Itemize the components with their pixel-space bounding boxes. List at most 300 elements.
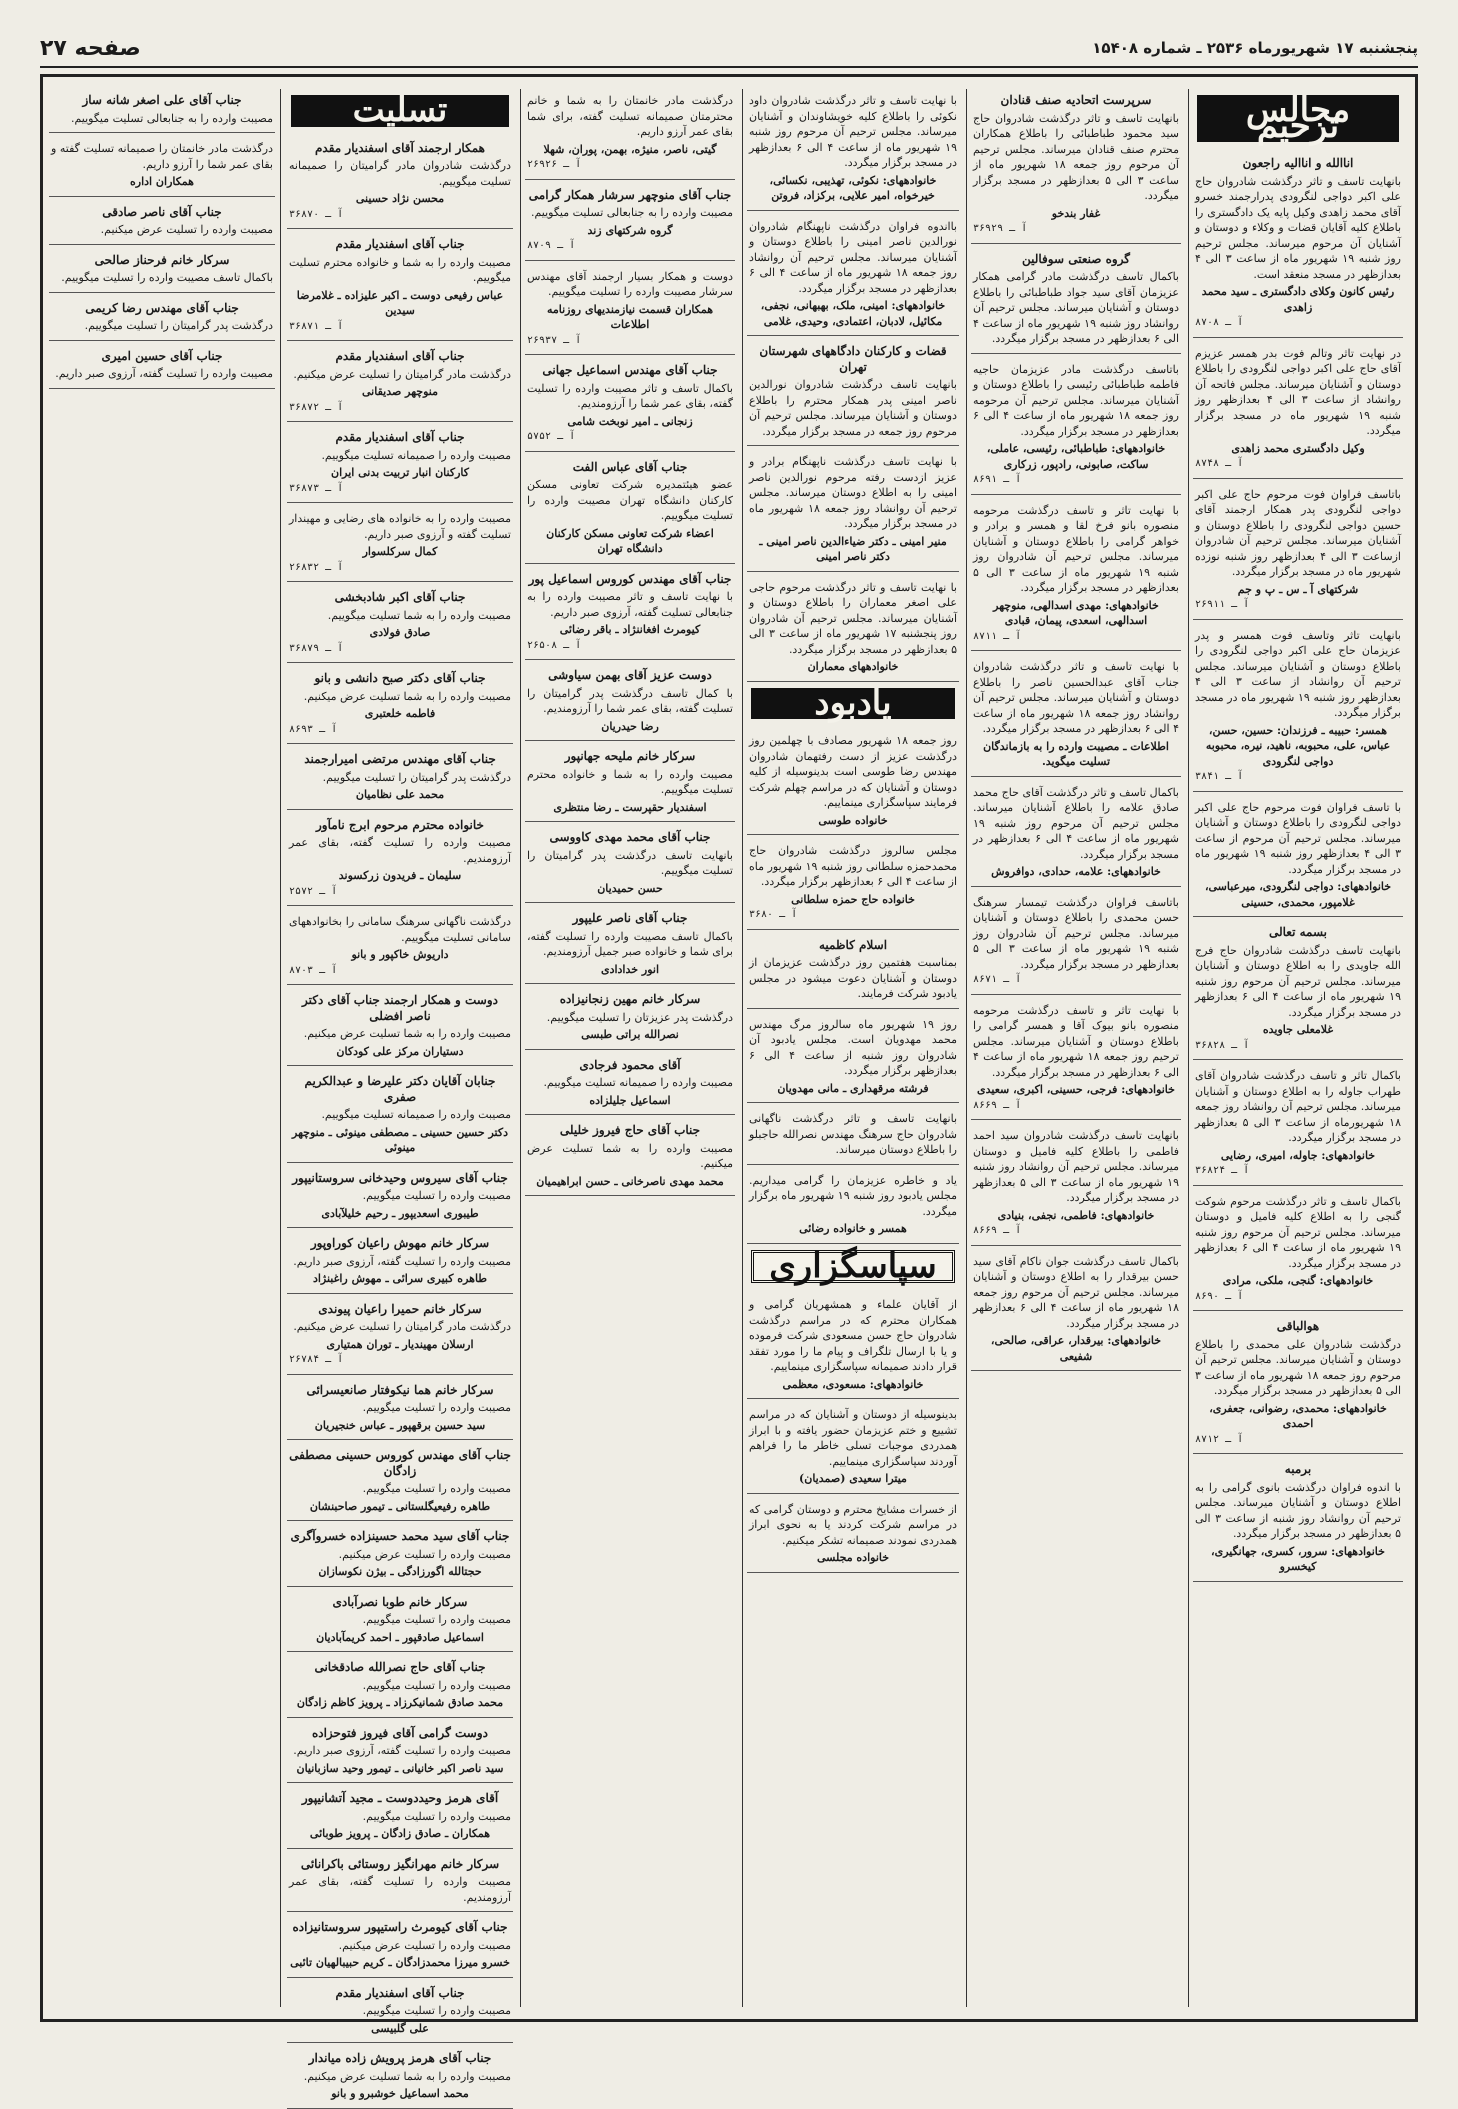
notice-signature: اسماعیل جلیلزاده: [589, 1093, 671, 1107]
notice-body: با نهایت تاسف و تاثر درگذشت مرحوم حاجی علی اصغر معماران را باطلاع دوستان و آشنایان میرساند. مجلس ترحیم آن شادروان روز پنجشنبه ۱۷ شهریور ماه از ساعت ۳ الی ۵ بعدازظهر در مسجد برگزار میگردد.: [749, 580, 957, 656]
notice: [1193, 1190, 1403, 1312]
notice: [1193, 1458, 1403, 1582]
notice-signature: دستیاران مرکز علی کودکان: [336, 1044, 464, 1058]
notice-title: جناب آقای عباس الفت: [572, 459, 688, 474]
notice-title: جناب آقای اسفندیار مقدم: [335, 1985, 465, 2000]
notice-signature: ارسلان مهیندیار ـ توران همتیاری: [326, 1337, 474, 1351]
notice-body: باکمال تاثر و تاسف درگذشت شادروان آقای طهراب جاوله را به اطلاع دوستان و آشنایان میرساند. مجلس ترحیم آن روانشاد روز جمعه ۱۸ شهریورماه از ساعت ۳ الی ۵ بعدازظهر در مسجد برگزار میگردد.: [1195, 1069, 1401, 1144]
notice-body: روز جمعه ۱۸ شهریور مصادف با چهلمین روز درگذشت عزیز از دست رفتهمان شادروان مهندس رضا طوسی است بدینوسیله از کلیه دوستان و آشنایان که در مراسم چهلم شرکت فرمایند سپاسگزاری مینماییم.: [749, 734, 957, 809]
notice-body: مصیبت وارده را به شما تسلیت عرض میکنیم.: [527, 1141, 733, 1170]
notice: [525, 1054, 735, 1116]
notice: [747, 576, 959, 682]
notice-body: درگذشت مادر گرامیتان را تسلیت عرض میکنیم.: [293, 1320, 511, 1333]
notice-signature: خانواده حاج حمزه سلطانی: [791, 892, 915, 906]
notice-signature: گروه شرکتهای زند: [587, 223, 673, 237]
notice: [525, 89, 735, 180]
notice-code: آ ـ ۸۶۷۱: [973, 974, 1022, 985]
notice: [525, 988, 735, 1050]
notice-body: مصیبت وارده را تسلیت میگوییم.: [362, 1613, 511, 1626]
notice-body: با نهایت تاثر و تاسف درگذشت مرحومه منصوره بانو بیوک آقا و همسر گرامی را باطلاع دوستان و آشنایان میرساند. مجلس ترحیم روز جمعه ۱۸ شهریور ماه از ساعت ۴ الی ۶ بعدازظهر در مسجد برگزار میگردد.: [973, 1003, 1179, 1079]
notice-signature: فاطمه خلعتبری: [364, 707, 436, 720]
remembrance-notices: [747, 729, 959, 1244]
notice-signature: وکیل دادگستری محمد زاهدی: [1231, 441, 1365, 455]
notice: [525, 456, 735, 564]
notice-body: از آقایان علماء و همشهریان گرامی و همکاران محترم که در مراسم درگذشت شادروان حاج حسن مسعودی شرکت فرموده و یا با ارسال تلگراف و پیام ما را مورد تفقد قرار دادند صمیمانه سپاسگزاری مینماییم.: [749, 1298, 957, 1373]
notice-signature: غفار بندخو: [1051, 206, 1101, 220]
notice-signature: خانوادههای: فاطمی، نجفی، بنیادی: [997, 1208, 1155, 1222]
notice-code: آ ـ ۸۷۴۸: [1195, 458, 1244, 469]
page-header: [40, 30, 1418, 68]
column-2: [971, 89, 1181, 2007]
notice: [287, 1916, 513, 1978]
notice: [1193, 624, 1403, 792]
notice-body: مصیبت وارده را به شما تسلیت عرض میکنیم.: [303, 1027, 511, 1040]
notice-signature: انور خدادادی: [600, 962, 660, 976]
notice-signature: کمال سرکلسوار: [362, 545, 438, 558]
notice-signature: محسن نژاد حسینی: [355, 192, 445, 205]
notice-signature: همسر و خانواده رضائی: [799, 1222, 907, 1235]
notice-signature: شرکتهای آ ـ س ـ پ و جم: [1237, 582, 1359, 596]
notice-title: جناب آقای محمد مهدی کاووسی: [549, 830, 711, 844]
notice: [747, 1498, 959, 1573]
notice: [971, 655, 1181, 777]
notice: [287, 1787, 513, 1849]
notice-body: با اندوه فراوان درگذشت بانوی گرامی را به اطلاع دوستان و آشنایان میرساند. مجلس ترحیم آن روانشاد روز شنبه از ساعت ۳ الی ۵ بعدازظهر در مسجد برگزار میگردد.: [1195, 1480, 1401, 1540]
notice-body: با کمال تاسف درگذشت پدر گرامیتان را تسلیت گفته، بقای عمر شما را آرزومندیم.: [527, 686, 733, 715]
notice-body: درگذشت شادروان علی محمدی را باطلاع دوستان و آشنایان میرساند. مجلس ترحیم آن مرحوم روز جمعه ۱۸ شهریور ماه از ساعت ۳ الی ۵ بعدازظهر در مسجد برگزار میگردد.: [1195, 1337, 1401, 1397]
notice: [525, 664, 735, 741]
notice-code: آ ـ ۳۶۸۲۸: [1195, 1039, 1250, 1051]
thanks-notices: [747, 1293, 959, 1573]
notice-body: مصیبت وارده را به شما تسلیت عرض میکنیم.: [303, 2069, 511, 2083]
notice-signature: خانوادههای: امینی، ملک، بهبهانی، نجفی، مکائیل، لادبان، اعتمادی، وحیدی، غلامی: [760, 299, 946, 328]
notice-title: سرکار خانم مهوش راعیان کوراوپور: [310, 1236, 490, 1250]
notice: [49, 137, 275, 197]
notice-signature: منیر امینی ـ دکتر ضیاءالدین ناصر امینی ـ دکتر ناصر امینی: [759, 534, 947, 563]
notice: [287, 233, 513, 341]
notice-body: باکمال تاسف درگذشت مادر گرامی همکار عزیزمان آقای سید جواد طباطبائی را باطلاع دوستان و آشنایان میرساند. مجلس ترحیم آن روانشاد روز شنبه ۱۹ شهریور ماه از ساعت ۴ الی ۶ بعدازظهر در مسجد برگزار میگردد.: [973, 270, 1179, 345]
notice-body: بانهایت تاسف درگذشت شادروان حاج فرج الله جاویدی را به اطلاع دوستان و آشنایان میرساند. مجلس ترحیم آن مرحوم روز شنبه ۱۹ شهریور ماه از ساعت ۴ الی ۶ بعدازظهر در مسجد برگزار میگردد.: [1195, 943, 1401, 1019]
notice-body: بانهایت تاسف و تاثر درگذشت شادروان حاج سید محمود طباطبائی را باطلاع همکاران محترم صنف قنادان میرساند. مجلس ترحیم آن مرحوم روز جمعه ۱۸ شهریور ماه از ساعت ۳ الی ۵ بعدازظهر در مسجد برگزار میگردد.: [973, 111, 1179, 202]
notice-signature: خانوادههای: گنجی، ملکی، مرادی: [1222, 1274, 1374, 1287]
notice-signature: صادق فولادی: [369, 626, 431, 639]
notice: [971, 1124, 1181, 1246]
notice-signature: همسر: حبیبه ـ فرزندان: حسین، حسن، عباس، علی، محبوبه، ناهید، نیره، محبوبه دواجی لنگرودی: [1205, 723, 1391, 768]
notice: [971, 891, 1181, 995]
notice-signature: محمد علی نظامیان: [355, 788, 445, 801]
notice-signature: غلامعلی جاویده: [1262, 1023, 1334, 1036]
notice-title: جناب آقای مهندس کوروس حسینی مصطفی زادگان: [289, 1448, 511, 1478]
notice: [971, 358, 1181, 495]
notice: [1193, 152, 1403, 338]
notice: [525, 1119, 735, 1196]
column-3: [747, 89, 959, 2007]
notice-signature: اسفندیار حقپرست ـ رضا منتظری: [553, 800, 707, 814]
notice-body: باکمال تاسف درگذشت جوان ناکام آقای سید حسن بیرقدار را به اطلاع دوستان و آشنایان میرساند. مجلس ترحیم آن مرحوم روز جمعه ۱۸ شهریور ماه از ساعت ۴ الی ۶ بعدازظهر در مسجد برگزار میگردد.: [973, 1254, 1179, 1330]
notice-title: جناب آقای سید محمد حسینزاده خسروآگری: [290, 1529, 510, 1543]
notice: [747, 729, 959, 835]
notice-body: در نهایت تاثر وتالم فوت بدر همسر عزیزم آقای حاج علی اکبر دواجی لنگرودی را باطلاع دوستان و آشنایان میرساند. مجلس فاتحه آن روانشاد از ساعت ۳ الی ۴ بعدازظهر روز شنبه ۱۹ شهریور ماه در مسجد برگزار میگردد.: [1195, 346, 1402, 437]
notice-code: آ ـ ۸۶۶۹: [973, 1099, 1022, 1111]
notice-title: جناب آقای سیروس وحیدخانی سروستانیپور: [292, 1170, 508, 1185]
notice-body: بدینوسیله از دوستان و آشنایان که در مراسم تشییع و ختم عزیزمان حضور یافته و با ابراز همدردی موجبات تسلی خاطر ما را فراهم آوردند سپاسگزاری مینماییم.: [749, 1408, 957, 1468]
notice: [747, 340, 959, 446]
notice-signature: طاهره کبیری سرائی ـ مهوش راغبنژاد: [312, 1272, 488, 1285]
notice-signature: خانوادههای: دواجی لنگرودی، میرعباسی، غلامپور، محمدی، حسینی: [1204, 880, 1392, 909]
notice-body: دوست و همکار بسیار ارجمند آقای مهندس سرشار مصیبت وارده را تسلیت میگوییم.: [527, 269, 733, 298]
notice-code: آ ـ ۸۶۹۳: [289, 723, 338, 735]
notice-signature: فرشته مرقهداری ـ مانی مهدویان: [777, 1081, 929, 1095]
notice: [747, 839, 959, 930]
notice-signature: حسن حمیدیان: [597, 881, 663, 895]
notice-body: مصیبت وارده را تسلیت میگوییم.: [362, 2004, 511, 2017]
column-5: [287, 89, 513, 2100]
notice-code: آ ـ ۳۶۸۷۳: [289, 482, 344, 494]
notice-title: گروه صنعتی سوفالین: [1021, 251, 1131, 266]
notice-body: بانهایت تاسف و تاثر درگذشت شادروان حاج علی اکبر دواجی لنگرودی پدرارجمند خسرو آقای محمد زاهدی وکیل پایه یک دادگستری را باطلاع کلیه آقایان قضات و وکلاء و دوستان و آشنایان آن مرحوم میرساند. مجلس ترحیم روز شنبه ۱۹ شهریور ماه از ساعت ۳ الی ۴ بعدازظهر در مسجد منعقد است.: [1195, 174, 1401, 281]
notice-code: آ ـ ۸۷۰۸: [1195, 317, 1244, 328]
notice-code: آ ـ ۳۶۸۲۴: [1195, 1165, 1250, 1176]
notice: [287, 1298, 513, 1375]
notice: [747, 1107, 959, 1165]
notice-body: مصیبت وارده را تسلیت عرض میکنیم.: [338, 1938, 511, 1952]
notice-signature: اسماعیل صادقپور ـ احمد کریمآبادیان: [316, 1630, 484, 1644]
notice-body: باکمال تاسف مصیبت وارده را تسلیت میگوییم.: [61, 271, 273, 284]
notice: [49, 249, 275, 293]
notice: [287, 1591, 513, 1653]
notice-body: مصیبت وارده را صمیمانه تسلیت میگوییم.: [321, 1108, 511, 1121]
notice-title: دوست گرامی آقای فیروز فتوحزاده: [311, 1725, 489, 1740]
notice-signature: همکاران ـ صادق زادگان ـ پرویز طوبائی: [309, 1827, 491, 1840]
notice-body: با نهایت تاسف و تاثر درگذشت شادروان جناب آقای عبدالحسین ناصر را باطلاع دوستان و آشنایان میرساند. مجلس ترحیم آن روانشاد روز جمعه ۱۸ شهریور ماه از ساعت ۴ الی ۶ بعدازظهر در مسجد برگزار میگردد.: [973, 660, 1180, 735]
notice-body: درگذشت پدر گرامیتان را تسلیت میگوییم.: [84, 319, 273, 332]
column-6: [49, 89, 275, 2007]
notice: [49, 345, 275, 389]
notice-signature: محمد صادق شمانیکرزاد ـ پرویز کاظم زادگان: [296, 1696, 504, 1709]
notice-body: مصیبت وارده را تسلیت گفته، بقای عمر آرزومندیم.: [289, 1875, 511, 1904]
notice-body: درگذشت مادر خانمتان را صمیمانه تسلیت گفته و بقای عمر شما را آرزو داریم.: [51, 142, 273, 171]
notice-signature: حجتالله اگورزادگی ـ بیژن نکوسازان: [318, 1565, 482, 1578]
notice-signature: خانوادههای: علامه، حدادی، دوافروش: [991, 865, 1161, 878]
notice-body: با نهایت تاسف و تاثر درگذشت شادروان داود نکوئی را باطلاع کلیه خویشاوندان و آشنایان میرساند. مجلس ترحیم آن مرحوم روز شنبه ۱۹ شهریور ماه از ساعت ۴ الی ۶ بعدازظهر در مسجد برگزار میگردد.: [749, 94, 957, 169]
notice-title: سرکار خانم هما نیکوفتار صانعیسرائی: [306, 1382, 494, 1397]
notice-body: با تاسف فراوان فوت مرحوم حاج علی اکبر دواجی لنگرودی را باطلاع دوستان و آشنایان میرساند. مجلس ترحیم آن مرحوم از ساعت ۳ الی ۴ بعدازظهر روز شنبه ۱۹ شهریور ماه در مسجد برگزار میگردد.: [1195, 800, 1401, 876]
notice-signature: خانوادههای معماران: [807, 660, 899, 673]
notice-body: درگذشت ناگهانی سرهنگ سامانی را بخانوادههای سامانی تسلیت میگوییم.: [289, 915, 511, 944]
notice-code: آ ـ ۲۵۷۲: [289, 885, 338, 897]
notice-code: آ ـ ۸۷۱۱: [973, 630, 1022, 642]
notice-signature: اطلاعات ـ مصیبت وارده را به بازماندگان تسلیت میگوید.: [983, 739, 1169, 768]
notice-title: اسلام کاظمیه: [818, 937, 888, 952]
notice: [525, 907, 735, 984]
notice-body: با نهایت تاسف درگذشت ناپهنگام برادر و عزیز ازدست رفته مرحوم نورالدین ناصر امینی را به اطلاع دوستان میرساند. مجلس ترحیم آن روانشاد روز جمعه ۱۸ شهریور ماه در مسجد برگزار میگردد.: [749, 455, 957, 530]
notice-code: آ ـ ۵۷۵۲: [527, 431, 576, 442]
notice-body: درگذشت پدر عزیزتان را تسلیت میگوییم.: [546, 1010, 733, 1024]
notice-code: آ ـ ۲۶۹۱۱: [1195, 599, 1250, 610]
notice: [287, 1379, 513, 1441]
notice-signature: محمد اسماعیل خوشبرو و بانو: [331, 2087, 469, 2100]
notice-body: مجلس سالروز درگذشت شادروان حاج محمدحمزه سلطانی روز شنبه ۱۹ شهریور ماه از ساعت ۴ الی ۶ بعدازظهر برگزار میگردد.: [749, 844, 957, 888]
notice: [747, 934, 959, 1009]
notice-signature: عباس رفیعی دوست ـ اکبر علیزاده ـ غلامرضا سیدین: [296, 288, 504, 317]
notice-signature: خسرو میرزا محمدزادگان ـ کریم حبیبالهیان تائبی: [290, 1956, 510, 1969]
notice: [287, 1982, 513, 2044]
notice-title: خانواده محترم مرحوم ابرج نامآور: [316, 817, 484, 832]
notice-signature: خانوادههای: طباطبائی، رئیسی، عاملی، ساکت، صابونی، رادپور، زرکاری: [986, 442, 1166, 471]
notice: [1193, 483, 1403, 620]
notice-title: جناب آقای مهندس کوروس اسماعیل پور: [528, 571, 732, 586]
notice-signature: علی گلبیسی: [371, 2021, 429, 2035]
notice-title: جناب آقای مهندس رضا کریمی: [85, 300, 239, 315]
notice-body: با نهایت تاثر و تاسف درگذشت مرحومه منصوره بانو فرخ لقا و همسر و برادر و خواهر گرامی را باطلاع دوستان و آشنایان میرساند. مجلس ترحیم آن شادروان روز شنبه ۱۹ شهریور ماه از ساعت ۳ الی ۵ بعدازظهر در مسجد برگزار میگردد.: [973, 503, 1179, 594]
notice-signature: خانواده طوسی: [818, 813, 888, 827]
notice-title: اناالله و اناالیه راجعون: [1242, 156, 1354, 170]
notice-body: مصیبت وارده را تسلیت گفته، آرزوی صبر داریم.: [55, 367, 273, 380]
notice-code: آ ـ ۲۶۹۳۷: [527, 334, 582, 346]
notice-title: جناب آقای حسین امیری: [101, 348, 223, 363]
issue-date-line: پنجشنبه ۱۷ شهریورماه ۲۵۳۶ ـ شماره ۱۵۴۰۸: [1092, 39, 1418, 57]
notice-signature: همکاران اداره: [130, 175, 194, 188]
notice-title: سرپرست اتحادیه صنف قنادان: [1000, 93, 1152, 107]
notice-signature: سلیمان ـ فریدون زرکسوند: [338, 869, 462, 882]
notice-code: آ ـ ۲۶۷۸۴: [289, 1354, 344, 1365]
notice-signature: زنجانی ـ امیر نوبخت شامی: [567, 414, 693, 428]
notice-body: مصیبت وارده را به خانواده های رضایی و مهیندار تسلیت گفته و آرزوی صبر داریم.: [289, 512, 511, 541]
notice: [287, 1525, 513, 1587]
notice-body: مصیبت وارده را به جنابعالی تسلیت میگوییم.: [530, 206, 733, 219]
notice-title: بسمه تعالی: [1268, 925, 1328, 939]
notice-title: جناب آقای کیومرث راستیپور سروستانیزاده: [292, 1920, 508, 1934]
notice-title: جناب آقای هرمز پرویش زاده میاندار: [308, 2051, 492, 2065]
notice: [287, 507, 513, 582]
notice: [525, 826, 735, 903]
notice-body: از خسرات مشایخ محترم و دوستان گرامی که در مراسم شرکت کردند یا به نحوی ابراز همدردی نمودند صمیمانه تشکر میکنیم.: [749, 1502, 957, 1547]
notice: [971, 248, 1181, 354]
notice-code: آ ـ ۲۶۸۳۲: [289, 561, 344, 573]
notice-title: جناب آقای ناصر علیپور: [572, 911, 688, 925]
notice-body: روز ۱۹ شهریور ماه سالروز مرگ مهندس محمد مهدویان است. مجلس یادبود آن شادروان روز شنبه از ساعت ۴ الی ۶ بعدازظهر برگزار میگردد.: [749, 1017, 957, 1077]
notice-body: درگذشت مادر گرامیتان را تسلیت عرض میکنیم.: [293, 367, 511, 381]
notice: [287, 137, 513, 230]
notice-signature: منوچهر صدیقانی: [362, 385, 438, 398]
notice-body: مصیبت وارده را تسلیت میگوییم.: [362, 1401, 511, 1414]
notice-code: آ ـ ۳۶۸۷۹: [289, 642, 344, 654]
notice-code: آ ـ ۲۶۹۲۶: [527, 159, 582, 170]
notice: [287, 814, 513, 907]
notice: [49, 89, 275, 133]
notice: [287, 1232, 513, 1294]
notice-signature: دکتر حسین حسینی ـ مصطفی مینوئی ـ منوچهر مینوئی: [292, 1125, 508, 1154]
notice-body: مصیبت وارده را تسلیت گفته، بقای عمر آرزومندیم.: [289, 836, 511, 865]
notice: [49, 297, 275, 341]
notice: [287, 1444, 513, 1521]
remembrance-section-header: یادبود: [751, 688, 955, 720]
notice: [1193, 1315, 1403, 1454]
notice: [1193, 796, 1403, 918]
notice-title: جناب آقای اسفندیار مقدم: [335, 237, 465, 251]
notice-code: آ ـ ۳۶۸۷۰: [289, 208, 344, 220]
column-1: [1193, 89, 1403, 2007]
notice-signature: رئیس کانون وکلای دادگستری ـ سید محمد زاهدی: [1201, 285, 1395, 314]
notice: [287, 586, 513, 663]
notice: [287, 345, 513, 422]
notice-title: جناب آقای ناصر صادقی: [102, 204, 222, 219]
notice-body: درگذشت مادر خانمتان را به شما و خانم محترمتان صمیمانه تسلیت گفته، برای شما بقای عمر آرزو داریم.: [527, 94, 733, 138]
notice: [525, 359, 735, 452]
notice-title: جناب آقای دکتر صبح دانشی و بانو: [314, 671, 486, 685]
notice-title: سرکار خانم حمیرا راعیان پیوندی: [318, 1301, 482, 1316]
notice-code: آ ـ ۸۶۶۹: [973, 1225, 1022, 1236]
notice-title: جناب آقای اسفندیار مقدم: [335, 430, 465, 444]
memorial-notices: [1193, 152, 1403, 1582]
notice-signature: خانوادههای: نکوئی، تهذیبی، نکسائی، خیرخواه، امیر علایی، برکزاد، فروتن: [769, 173, 937, 202]
notice-title: دوست عزیز آقای بهمن سیاوشی: [548, 668, 712, 682]
notice-title: سرکار خانم ملیحه جهانپور: [564, 749, 696, 763]
notice-signature: میترا سعیدی (صمدیان): [799, 1472, 907, 1485]
notice-code: آ ـ ۳۸۴۱: [1195, 771, 1244, 782]
condolence-notices: [287, 137, 513, 2109]
notice: [747, 1293, 959, 1399]
notice: [287, 667, 513, 744]
notice-body: با نهایت تاسف و تاثر مصیبت وارده را به جنابعالی تسلیت گفته، آرزوی صبر داریم.: [527, 590, 733, 619]
memorial-notices-3: [747, 89, 959, 682]
notice-signature: خانوادههای: مهدی اسدالهی، منوچهر اسدالهی، اسعدی، پیمان، قبادی: [993, 598, 1159, 627]
notice-signature: خانوادههای: سرور، کسری، جهانگیری، کیخسرو: [1211, 1544, 1385, 1573]
notice-title: جناب آقای مهندس مرتضی امیرارجمند: [304, 752, 496, 766]
notice-body: مصیبت وارده را تسلیت عرض میکنیم.: [100, 223, 273, 236]
notice-code: آ ـ ۲۶۵۰۸: [527, 639, 582, 651]
notice-signature: کیومرث افغاننژاد ـ باقر رضائی: [559, 623, 701, 636]
notice-body: مصیبت وارده را تسلیت میگوییم.: [362, 1482, 511, 1495]
notice-body: یاد و خاطره عزیزمان را گرامی میداریم. مجلس یادبود روز شنبه ۱۹ شهریور ماه برگزار میگردد.: [749, 1173, 958, 1218]
notice-title: جناب آقای علی اصغر شانه ساز: [82, 93, 242, 107]
notice-body: باتاسف فراوان فوت مرحوم حاج علی اکبر دواجی لنگرودی پدر همکار ارجمند آقای حسین دواجی لنگرودی را باطلاع دوستان و آشنایان میرساند. مجلس ترحیم آن شادروان ازساعت ۳ الی ۴ بعدازظهر روز شنبه نوزده شهریور ماه در مسجد برگزار میگردد.: [1195, 487, 1401, 578]
notice: [287, 1722, 513, 1784]
notice-title: جناب آقای حاج فیروز خلیلی: [559, 1123, 701, 1137]
notice-code: آ ـ ۸۶۹۱: [973, 474, 1022, 485]
notice-signature: خانوادههای: بیرقدار، عراقی، صالحی، شفیعی: [990, 1334, 1162, 1363]
notice-title: جنابان آقایان دکتر علیرضا و عبدالکریم صفری: [304, 1074, 496, 1104]
notice-title: هوالباقی: [1276, 1319, 1320, 1333]
notice: [287, 910, 513, 985]
notice: [1193, 1064, 1403, 1186]
notice-code: آ ـ ۳۶۸۷۲: [289, 401, 344, 413]
notice-code: آ ـ ۸۶۹۰: [1195, 1290, 1244, 1302]
notice-title: جناب آقای مهندس اسماعیل جهانی: [542, 363, 718, 377]
notice-title: سرکار خانم فرحناز صالحی: [94, 252, 230, 267]
memorial-notices-2: [971, 89, 1181, 1371]
notice: [747, 1169, 959, 1244]
notice-title: جناب آقای منوچهر سرشار همکار گرامی: [528, 187, 732, 202]
notice-title: سرکار خانم طوبا نصرآبادی: [332, 1594, 468, 1609]
notice: [747, 215, 959, 337]
notice: [525, 265, 735, 356]
notice: [287, 2047, 513, 2109]
notice-signature: سید ناصر اکبر خانیانی ـ تیمور وحید سازبانیان: [296, 1761, 504, 1775]
notice-body: باکمال تاسف و تاثر مصیبت وارده را تسلیت گفته، بقای عمر شما را آرزومندیم.: [527, 381, 733, 410]
notice-title: آقای محمود فرجادی: [579, 1057, 681, 1072]
notice-title: سرکار خانم مهرانگیز روستائی باکرانائی: [300, 1856, 500, 1871]
notice: [287, 1656, 513, 1718]
notice-signature: محمد مهدی ناصرخانی ـ حسن ابراهیمیان: [536, 1174, 724, 1188]
notice: [747, 89, 959, 211]
notice: [1193, 921, 1403, 1060]
memorial-section-header: مجالس ترحیم: [1197, 95, 1399, 142]
notice-body: باتاسف درگذشت مادر عزیزمان حاجیه فاطمه طباطبائی رئیسی را باطلاع دوستان و آشنایان میرساند. مجلس ترحیم آن مرحومه روز جمعه ۱۸ شهریور ماه از ساعت ۴ الی ۶ بعدازظهر در مسجد برگزار میگردد.: [973, 362, 1179, 438]
notice-title: جناب آقای اسفندیار مقدم: [335, 349, 465, 363]
notice-signature: کارکنان انبار تربیت بدنی ایران: [330, 466, 469, 479]
notice-signature: اعضاء شرکت تعاونی مسکن کارکنان دانشگاه تهران: [546, 526, 714, 555]
notice: [287, 426, 513, 503]
notice-signature: همکاران قسمت نیازمندیهای روزنامه اطلاعات: [546, 302, 713, 331]
notice-title: دوست و همکار ارجمند جناب آقای دکتر ناصر افضلی: [302, 993, 498, 1023]
notice-code: آ ـ ۸۷۱۲: [1195, 1433, 1244, 1445]
notice-body: درگذشت پدر گرامیتان را تسلیت میگوییم.: [322, 770, 511, 784]
notice-body: بانهایت تاسف و تاثر درگذشت ناگهانی شادروان حاج سرهنگ مهندس نصرالله حاجبلو را باطلاع دوستان میرساند.: [749, 1112, 957, 1156]
notice-signature: رضا حیدریان: [601, 719, 659, 733]
notice-title: جناب آقای حاج نصرالله صادقخانی: [314, 1660, 486, 1674]
notice-body: بانهایت تاثر وتاسف فوت همسر و پدر عزیزمان حاج علی اکبر دواجی لنگرودی را باطلاع دوستان و آشنایان میرساند. مجلس ترحیم آن روانشاد از ساعت ۳ الی ۴ بعدازظهر روز شنبه ۱۹ شهریور ماه در مسجد برگزار میگردد.: [1195, 628, 1401, 719]
notice: [525, 184, 735, 261]
notice-body: بانهایت تاسف درگذشت شادروان نورالدین ناصر امینی پدر همکار محترم را باطلاع دوستان و آشنایان میرساند. مجلس ترحیم آن مرحوم روز جمعه در مسجد برگزار میگردد.: [749, 378, 957, 438]
notice-signature: نصرالله براتی طبسی: [581, 1028, 679, 1041]
notice: [747, 1403, 959, 1494]
notice: [287, 748, 513, 810]
notice-code: آ ـ ۳۶۹۲۹: [973, 223, 1028, 234]
notice-body: درگذشت شادروان مادر گرامیتان را صمیمانه تسلیت میگوییم.: [289, 159, 511, 188]
notice-title: جناب آقای اکبر شادبخشی: [334, 590, 466, 604]
notice: [287, 1853, 513, 1913]
notice: [971, 1250, 1181, 1372]
notice-body: مصیبت وارده را به شما تسلیت عرض میکنیم.: [303, 689, 511, 703]
notice: [747, 450, 959, 572]
notice-body: مصیبت وارده را تسلیت میگوییم.: [362, 1189, 511, 1202]
notice: [971, 781, 1181, 887]
notice-code: آ ـ ۸۷۰۳: [289, 964, 338, 976]
notice-body: مصیبت وارده را به جنابعالی تسلیت میگوییم.: [70, 111, 273, 125]
notice-body: بانهایت تاسف درگذشت پدر گرامیتان را تسلیت میگوییم.: [527, 848, 733, 877]
notice-signature: داریوش خاکپور و بانو: [351, 948, 449, 961]
condolence-notices-3: [49, 89, 275, 389]
notice-title: آقای هرمز وحیددوست ـ مجید آتشانیپور: [301, 1791, 499, 1805]
column-4: [525, 89, 735, 2007]
notice-body: بمناسبت هفتمین روز درگذشت عزیزمان از دوستان و آشنایان دعوت میشود در مجلس یادبود شرکت فرمایند.: [749, 956, 957, 1000]
notice-code: آ ـ ۸۷۰۹: [527, 240, 576, 251]
condolence-notices-2: [525, 89, 735, 1196]
notice-body: مصیبت وارده را صمیمانه تسلیت میگوییم.: [321, 448, 511, 462]
notice-code: آ ـ ۳۶۸۰: [749, 909, 798, 920]
notice-signature: طیبوری اسعدیپور ـ رحیم خلیلآبادی: [321, 1206, 479, 1220]
notice: [525, 568, 735, 661]
notice: [49, 201, 275, 245]
notice-body: مصیبت وارده را تسلیت عرض میکنیم.: [338, 1547, 511, 1561]
notice-body: مصیبت وارده را به شما و خانواده محترم تسلیت میگوییم.: [289, 255, 511, 284]
notice-body: مصیبت وارده را تسلیت میگوییم.: [362, 1809, 511, 1823]
notice-body: عضو هیئتمدیره شرکت تعاونی مسکن کارکنان دانشگاه تهران مصیبت وارده را تسلیت میگوییم.: [527, 478, 733, 522]
notice-body: باکمال تاسف و تاثر درگذشت آقای حاج محمد صادق علامه را باطلاع آشنایان میرساند. مجلس ترحیم آن مرحوم روز شنبه ۱۹ شهریور ماه از ساعت ۴ الی ۶ بعدازظهر در مسجد برگزار میگردد.: [973, 785, 1179, 861]
newspaper-page-frame: [40, 74, 1418, 2100]
notice-signature: خانوادههای: مسعودی، معظمی: [782, 1377, 924, 1391]
notice: [1193, 342, 1403, 479]
notice-body: مصیبت وارده را به شما و خانواده محترم تسلیت میگوییم.: [527, 767, 733, 796]
notice: [971, 89, 1181, 244]
condolence-section-header: تسلیت: [291, 95, 509, 127]
notice-body: بااندوه فراوان درگذشت ناپهنگام شادروان نورالدین ناصر امینی را باطلاع دوستان و آشنایان میرساند. مجلس ترحیم آن روانشاد روز جمعه ۱۸ شهریور ماه از ساعت ۴ الی ۶ بعدازظهر در مسجد برگزار میگردد.: [749, 219, 957, 295]
notice: [287, 1070, 513, 1163]
notice-signature: گیتی، ناصر، منیژه، بهمن، پوران، شهلا: [543, 142, 717, 156]
notice: [287, 989, 513, 1066]
notice-body: مصیبت وارده را تسلیت گفته، آرزوی صبر داریم.: [293, 1254, 511, 1268]
